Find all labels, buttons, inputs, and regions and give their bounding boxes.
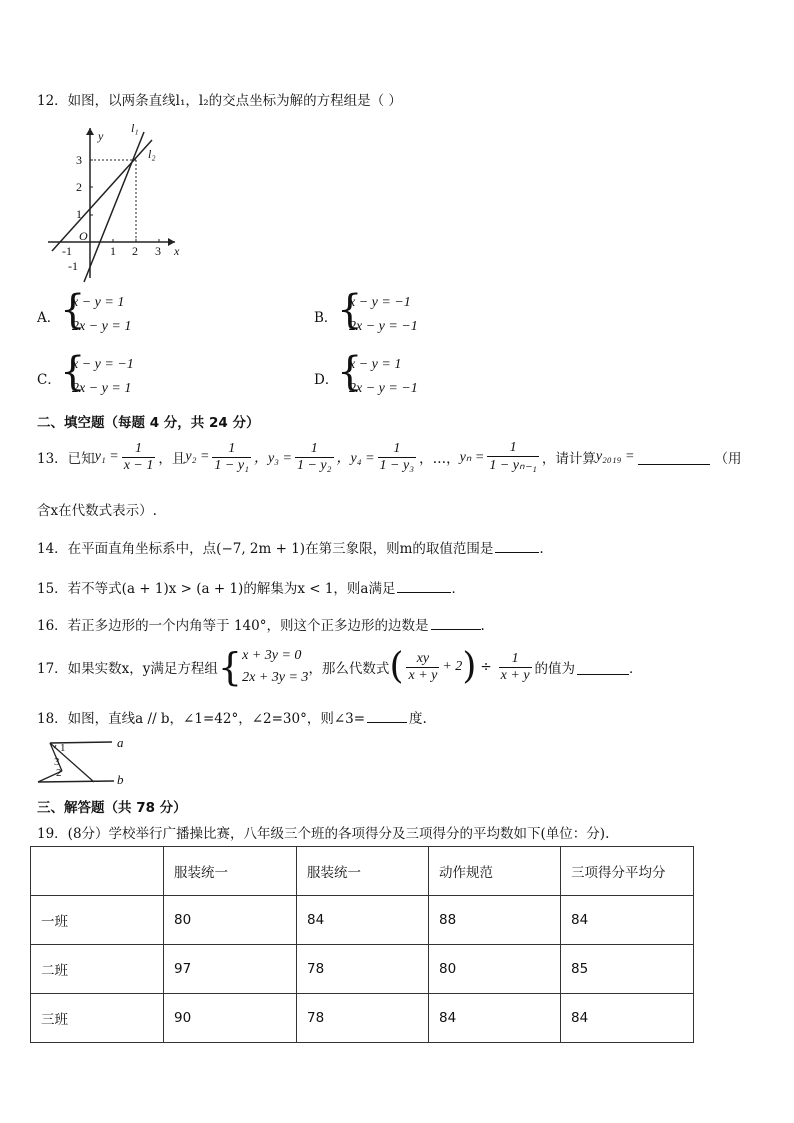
y-axis-label: y bbox=[98, 129, 104, 143]
option-b-eq1: x − y = −1 bbox=[349, 295, 411, 310]
q15: 15．若不等式(a + 1)x > (a + 1)的解集为x < 1，则a满足 ． bbox=[37, 577, 465, 597]
table-cell: 二班 bbox=[31, 945, 164, 994]
l2-label: l₂ bbox=[148, 147, 156, 161]
option-a-brace: { bbox=[60, 287, 86, 333]
option-a-system bbox=[72, 291, 131, 339]
table-header-cell: 动作规范 bbox=[429, 847, 561, 896]
q17-answer-blank[interactable] bbox=[577, 660, 629, 675]
label-a: a bbox=[117, 735, 124, 750]
x-tick-1: 1 bbox=[110, 244, 116, 258]
q13-y2: y₂ = bbox=[185, 449, 210, 464]
q16-answer-blank[interactable] bbox=[431, 615, 481, 630]
q17-brace: { bbox=[217, 645, 243, 689]
table-cell: 80 bbox=[164, 896, 297, 945]
x-axis-label: x bbox=[174, 244, 180, 258]
q13-mid1: ，且 bbox=[158, 451, 186, 467]
q19-text: 19．(8分）学校举行广播操比赛，八年级三个班的各项得分及三项得分的平均数如下(单位：分). bbox=[37, 826, 610, 842]
q17-div: ÷ bbox=[480, 659, 492, 675]
table-cell: 84 bbox=[561, 896, 694, 945]
q17: 17．如果实数x，y满足方程组 { x + 3y = 0 2x + 3y = 3 ，那么代数式 ( $\frac{xy}{x + y}$ + 2 ) ÷ $\frac{1}{x + y}$ 的值为 ． bbox=[37, 645, 643, 689]
q13-frac1: $\frac{1}{x - 1}$ bbox=[123, 440, 154, 473]
q17-mid: ，那么代数式 bbox=[308, 661, 390, 677]
q14: 14．在平面直角坐标系中，点(−7, 2m + 1)在第三象限，则m的取值范围是 . bbox=[37, 537, 544, 557]
option-c-letter[interactable]: C． bbox=[37, 372, 61, 388]
table-row bbox=[31, 994, 694, 1043]
option-d-letter[interactable]: D． bbox=[314, 372, 339, 388]
q17-prefix: 17．如果实数x，y满足方程组 bbox=[37, 661, 218, 677]
table-cell: 78 bbox=[297, 994, 429, 1043]
option-a-eq1: x − y = 1 bbox=[72, 295, 125, 310]
y-tick-neg1: -1 bbox=[68, 259, 78, 273]
table-cell: 80 bbox=[429, 945, 561, 994]
q17-frac1: $\frac{xy}{x + y}$ bbox=[408, 650, 438, 683]
angle-2-label: 2 bbox=[56, 767, 62, 779]
q13-prefix: 13．已知 bbox=[37, 451, 95, 467]
q18 bbox=[37, 707, 427, 727]
q13-y3: ，y₃ = bbox=[253, 451, 292, 466]
option-d-system bbox=[349, 353, 418, 401]
table-row bbox=[31, 945, 694, 994]
table-cell: 一班 bbox=[31, 896, 164, 945]
table-cell: 85 bbox=[561, 945, 694, 994]
x-tick-neg1: -1 bbox=[62, 244, 72, 258]
q17-suffix: 的值为 bbox=[534, 661, 576, 677]
option-c-eq1: x − y = −1 bbox=[72, 357, 134, 372]
q13-y4: ，y₄ = bbox=[336, 451, 375, 466]
option-d-eq1: x − y = 1 bbox=[349, 357, 402, 372]
q17-eq2: 2x + 3y = 3 bbox=[242, 670, 309, 685]
option-b-eq2: 2x − y = −1 bbox=[349, 319, 418, 334]
table-cell: 84 bbox=[429, 994, 561, 1043]
q17-system bbox=[242, 645, 308, 689]
angle-3-label: 3 bbox=[54, 756, 60, 768]
table-cell: 88 bbox=[429, 896, 561, 945]
option-a-letter[interactable]: A． bbox=[37, 310, 61, 326]
table-header-row bbox=[31, 847, 694, 896]
q13-answer-blank[interactable] bbox=[638, 450, 710, 465]
scores-table bbox=[30, 846, 694, 1043]
q16-text: 16．若正多边形的一个内角等于 140°，则这个正多边形的边数是 bbox=[37, 618, 429, 634]
q18-text: 18．如图，直线a // b，∠1=42°，∠2=30°，则∠3= bbox=[37, 711, 366, 727]
option-d-brace: { bbox=[337, 349, 363, 395]
q13-yn: yₙ = bbox=[459, 449, 485, 465]
q13-frac4: $\frac{1}{\text{1 − y₃}}$ bbox=[379, 440, 415, 473]
q17-rparen: ) bbox=[462, 646, 477, 687]
q12-graph bbox=[40, 118, 200, 288]
table-cell: 三班 bbox=[31, 994, 164, 1043]
q13-frac3: $\frac{1}{\text{1 − y₂}}$ bbox=[296, 440, 332, 473]
section-2-heading: 二、填空题（每题 4 分，共 24 分） bbox=[37, 415, 260, 431]
option-a-eq2: 2x − y = 1 bbox=[72, 319, 132, 334]
line-l2 bbox=[52, 140, 152, 251]
option-b-brace: { bbox=[337, 287, 363, 333]
q13-fracn: $\frac{1}{\text{1 − yₙ₋₁}}$ bbox=[489, 440, 537, 473]
line-l1 bbox=[84, 132, 144, 282]
q17-frac2: $\frac{1}{x + y}$ bbox=[500, 650, 530, 683]
l1-label: l₁ bbox=[131, 121, 139, 135]
q18-unit: 度. bbox=[409, 711, 427, 727]
line-b bbox=[38, 781, 114, 782]
q13-line1 bbox=[37, 440, 741, 474]
y-tick-1: 1 bbox=[76, 207, 82, 221]
q18-answer-blank[interactable] bbox=[367, 708, 407, 723]
angle-1-label: 1 bbox=[60, 742, 66, 754]
option-d-eq2: 2x − y = −1 bbox=[349, 381, 418, 396]
option-b-letter[interactable]: B． bbox=[314, 310, 338, 326]
table-header-cell bbox=[31, 847, 164, 896]
table-header-cell: 服装统一 bbox=[297, 847, 429, 896]
q13-line2: 含x在代数式表示）. bbox=[37, 503, 157, 519]
table-cell: 97 bbox=[164, 945, 297, 994]
q18-figure bbox=[34, 732, 134, 788]
q13-y1: y₁ = bbox=[94, 449, 119, 464]
table-header-cell: 三项得分平均分 bbox=[561, 847, 694, 896]
q14-answer-blank[interactable] bbox=[495, 538, 539, 553]
table-cell: 84 bbox=[561, 994, 694, 1043]
q13-mid2: ，请计算 bbox=[541, 451, 596, 467]
q17-lparen: ( bbox=[389, 646, 404, 687]
y-tick-3: 3 bbox=[76, 153, 82, 167]
option-c-eq2: 2x − y = 1 bbox=[72, 381, 132, 396]
q13-dots: ，…， bbox=[419, 451, 460, 467]
label-b: b bbox=[117, 772, 124, 787]
q15-text: 15．若不等式(a + 1)x > (a + 1)的解集为x < 1，则a满足 bbox=[37, 581, 396, 597]
section-3-heading: 三、解答题（共 78 分） bbox=[37, 800, 187, 816]
table-cell: 78 bbox=[297, 945, 429, 994]
table-header-cell: 服装统一 bbox=[164, 847, 297, 896]
option-c-system bbox=[72, 353, 134, 401]
origin-label: O bbox=[79, 229, 88, 243]
q17-eq1: x + 3y = 0 bbox=[242, 648, 302, 663]
option-c-brace: { bbox=[60, 349, 86, 395]
option-b-system bbox=[349, 291, 418, 339]
q15-answer-blank[interactable] bbox=[397, 578, 451, 593]
q16: 16．若正多边形的一个内角等于 140°，则这个正多边形的边数是 . bbox=[37, 614, 485, 634]
table-cell: 90 bbox=[164, 994, 297, 1043]
table-row bbox=[31, 896, 694, 945]
y-tick-2: 2 bbox=[76, 180, 82, 194]
q14-text: 14．在平面直角坐标系中，点(−7, 2m + 1)在第三象限，则m的取值范围是 bbox=[37, 541, 494, 557]
q13-frac2: $\frac{1}{\text{1 − y₁}}$ bbox=[214, 440, 249, 473]
q13-y2019: y₂₀₁₉ = bbox=[595, 449, 635, 464]
table-cell: 84 bbox=[297, 896, 429, 945]
x-tick-2: 2 bbox=[132, 244, 138, 258]
q13-suffix: （用 bbox=[714, 451, 742, 467]
x-tick-3: 3 bbox=[155, 244, 161, 258]
q17-plus: + 2 bbox=[442, 659, 463, 674]
q12-text: 12．如图，以两条直线l₁，l₂的交点坐标为解的方程组是（ ） bbox=[37, 93, 402, 109]
